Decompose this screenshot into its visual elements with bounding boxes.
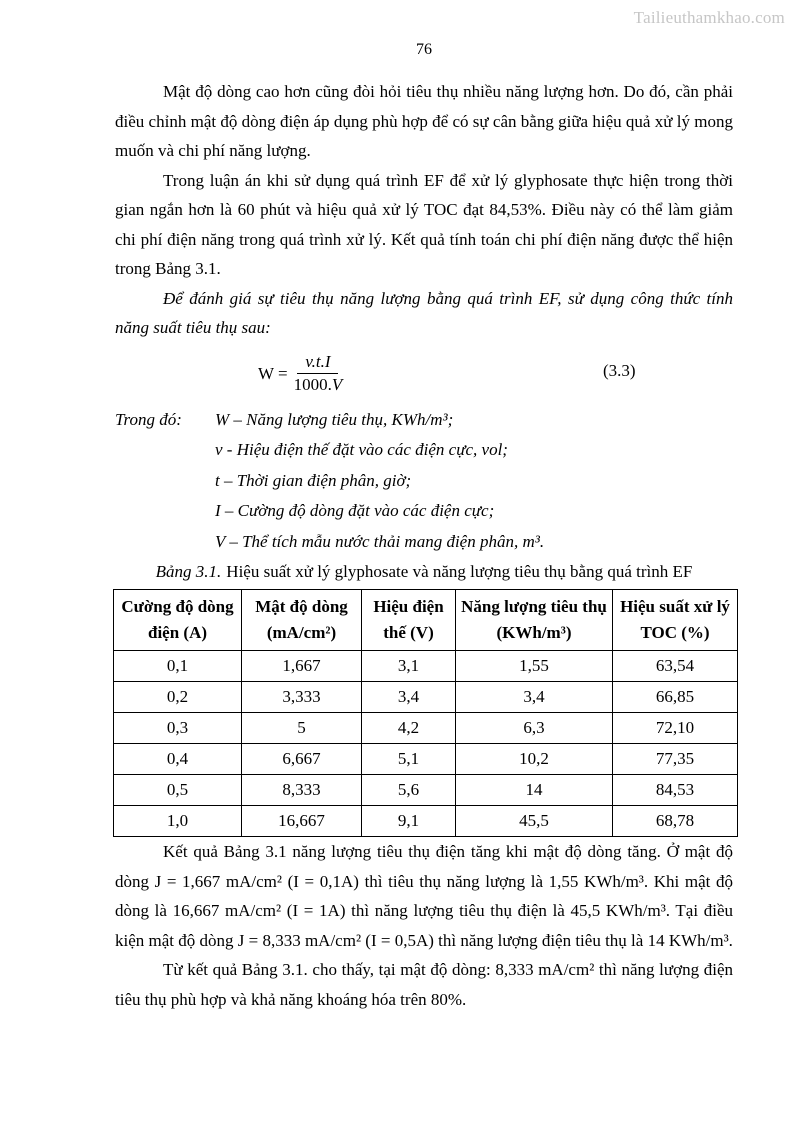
definition-v: v - Hiệu điện thế đặt vào các điện cực, vol; bbox=[215, 440, 508, 459]
header-voltage: Hiệu điện thế (V) bbox=[362, 590, 456, 651]
table-row: 0,3 5 4,2 6,3 72,10 bbox=[114, 713, 738, 744]
table-row: 0,5 8,333 5,6 14 84,53 bbox=[114, 775, 738, 806]
definition-V: V – Thể tích mẫu nước thải mang điện phân, m³. bbox=[215, 531, 545, 551]
table-row: 0,2 3,333 3,4 3,4 66,85 bbox=[114, 682, 738, 713]
equation-lhs: W = bbox=[258, 363, 288, 383]
equation-energy bbox=[258, 352, 342, 395]
paragraph-formula-intro: Để đánh giá sự tiêu thụ năng lượng bằng quá trình EF, sử dụng công thức tính năng suất tiêu thụ sau: bbox=[115, 288, 733, 337]
definition-row bbox=[115, 405, 733, 436]
definitions-list bbox=[115, 405, 733, 558]
table-row: 1,0 16,667 9,1 45,5 68,78 bbox=[114, 806, 738, 837]
page-number: 76 bbox=[416, 41, 432, 58]
table-caption-label: Bảng 3.1. bbox=[155, 562, 222, 581]
paragraph-ef-process: Trong luận án khi sử dụng quá trình EF để xử lý glyphosate thực hiện trong thời gian ngắn hơn là 60 phút và hiệu quả xử lý TOC đạt 84,53%. Điều này có thể làm giảm chi phí điện năng trong quá trình xử lý. Kết quả tính toán chi phí điện năng được thể hiện trong Bảng 3.1. bbox=[115, 170, 733, 278]
paragraph-results-analysis: Kết quả Bảng 3.1 năng lượng tiêu thụ điện tăng khi mật độ dòng tăng. Ở mật độ dòng J = 1,667 mA/cm² (I = 0,1A) thì tiêu thụ năng lượng là 1,55 KWh/m³. Khi mật độ dòng là 16,667 mA/cm² (I = 1A) thì năng lượng tiêu thụ điện là 45,5 KWh/m³. Tại điều kiện mật độ dòng J = 8,333 mA/cm² (I = 0,5A) thì năng lượng điện tiêu thụ là 14 KWh/m³. bbox=[115, 842, 733, 950]
table-caption bbox=[115, 558, 733, 586]
equation-fraction bbox=[294, 352, 343, 395]
definition-W: W – Năng lượng tiêu thụ, KWh/m³; bbox=[215, 409, 454, 429]
results-table bbox=[113, 589, 738, 837]
table-caption-text: Hiệu suất xử lý glyphosate và năng lượng tiêu thụ bằng quá trình EF bbox=[226, 562, 693, 581]
paragraph-conclusion: Từ kết quả Bảng 3.1. cho thấy, tại mật độ dòng: 8,333 mA/cm² thì năng lượng điện tiêu thụ phù hợp và khả năng khoáng hóa trên 80%. bbox=[115, 960, 733, 1009]
equation-block bbox=[115, 345, 733, 403]
definition-t: t – Thời gian điện phân, giờ; bbox=[215, 470, 412, 490]
equation-numerator: v.t.I bbox=[297, 352, 338, 374]
definitions-label: Trong đó: bbox=[115, 409, 182, 429]
paragraph-current-density: Mật độ dòng cao hơn cũng đòi hỏi tiêu thụ nhiều năng lượng hơn. Do đó, cần phải điều chỉnh mật độ dòng điện áp dụng phù hợp để có sự cân bằng giữa hiệu quả xử lý mong muốn và chi phí năng lượng. bbox=[115, 82, 733, 160]
watermark: Tailieuthamkhao.com bbox=[633, 8, 785, 27]
header-current-density: Mật độ dòng (mA/cm²) bbox=[242, 590, 362, 651]
header-toc-efficiency: Hiệu suất xử lý TOC (%) bbox=[613, 590, 738, 651]
equation-number: (3.3) bbox=[603, 360, 636, 380]
table-row: 0,4 6,667 5,1 10,2 77,35 bbox=[114, 744, 738, 775]
table-header-row bbox=[114, 590, 738, 651]
equation-denominator: 1000.V bbox=[293, 375, 343, 394]
header-energy: Năng lượng tiêu thụ (KWh/m³) bbox=[456, 590, 613, 651]
table-row: 0,1 1,667 3,1 1,55 63,54 bbox=[114, 651, 738, 682]
header-current: Cường độ dòng điện (A) bbox=[114, 590, 242, 651]
page-content bbox=[115, 40, 733, 1014]
definition-I: I – Cường độ dòng đặt vào các điện cực; bbox=[215, 501, 495, 520]
